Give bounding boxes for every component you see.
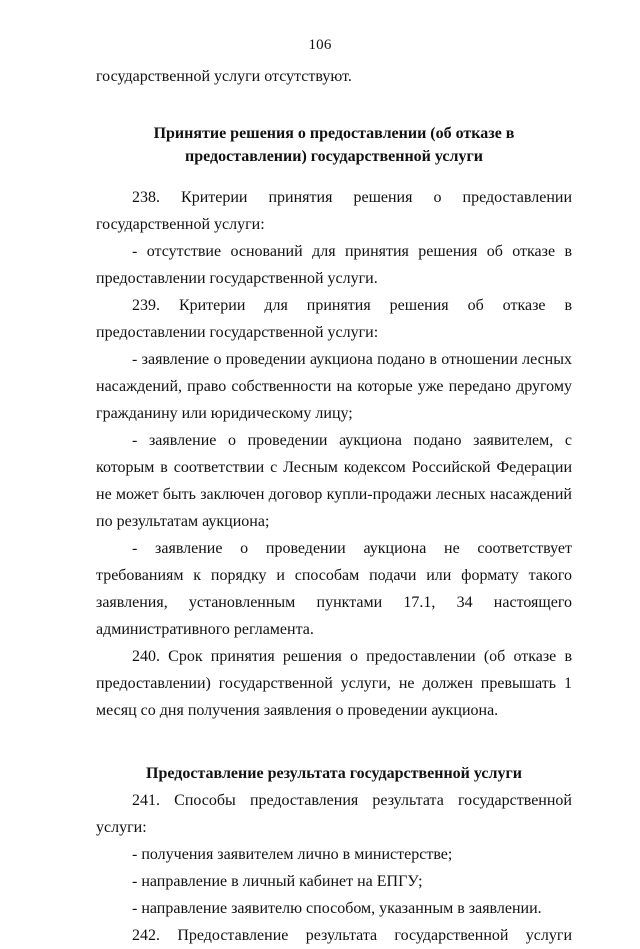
section-heading-result: Предоставление результата государственной услуги: [146, 765, 522, 782]
page-number: 106: [308, 37, 332, 53]
list-item-format-mismatch: - заявление о проведении аукциона не соответствует требованиям к порядку и способам подачи или формату такого заявления, установленным пунктами 17.1, 34 настоящего административного регламента.: [96, 540, 572, 638]
section-heading-line: Принятие решения о предоставлении (об отказе в: [153, 125, 515, 142]
paragraph-241: 241. Способы предоставления результата государственной услуги:: [96, 792, 572, 836]
list-item-specified-method: - направление заявителю способом, указанным в заявлении.: [132, 900, 542, 917]
section-heading-decision: [96, 122, 572, 168]
section-heading-line: предоставлении) государственной услуги: [185, 148, 483, 165]
paragraph-242: 242. Предоставление результата государственной услуги: [132, 927, 572, 944]
document-body: [96, 63, 572, 949]
paragraph-continuation: государственной услуги отсутствуют.: [96, 68, 352, 85]
list-item-personal-account: - направление в личный кабинет на ЕПГУ;: [132, 873, 423, 890]
paragraph-240: 240. Срок принятия решения о предоставлении (об отказе в предоставлении) государственной услуги, не должен превышать 1 месяц со дня получения заявления о проведении аукциона.: [96, 648, 572, 719]
list-item-ownership-transferred: - заявление о проведении аукциона подано в отношении лесных насаждений, право собственности на которые уже передано другому гражданину или юридическому лицу;: [96, 351, 572, 422]
paragraph-239: 239. Критерии для принятия решения об отказе в предоставлении государственной услуги:: [96, 297, 572, 341]
list-item-in-person: - получения заявителем лично в министерстве;: [132, 846, 453, 863]
list-item-applicant-ineligible: - заявление о проведении аукциона подано заявителем, с которым в соответствии с Лесным кодексом Российской Федерации не может быть заключен договор купли-продажи лесных насаждений по результатам аукциона;: [96, 432, 572, 530]
list-item-no-grounds: - отсутствие оснований для принятия решения об отказе в предоставлении государственной услуги.: [96, 243, 572, 287]
paragraph-238: 238. Критерии принятия решения о предоставлении государственной услуги:: [96, 189, 572, 233]
